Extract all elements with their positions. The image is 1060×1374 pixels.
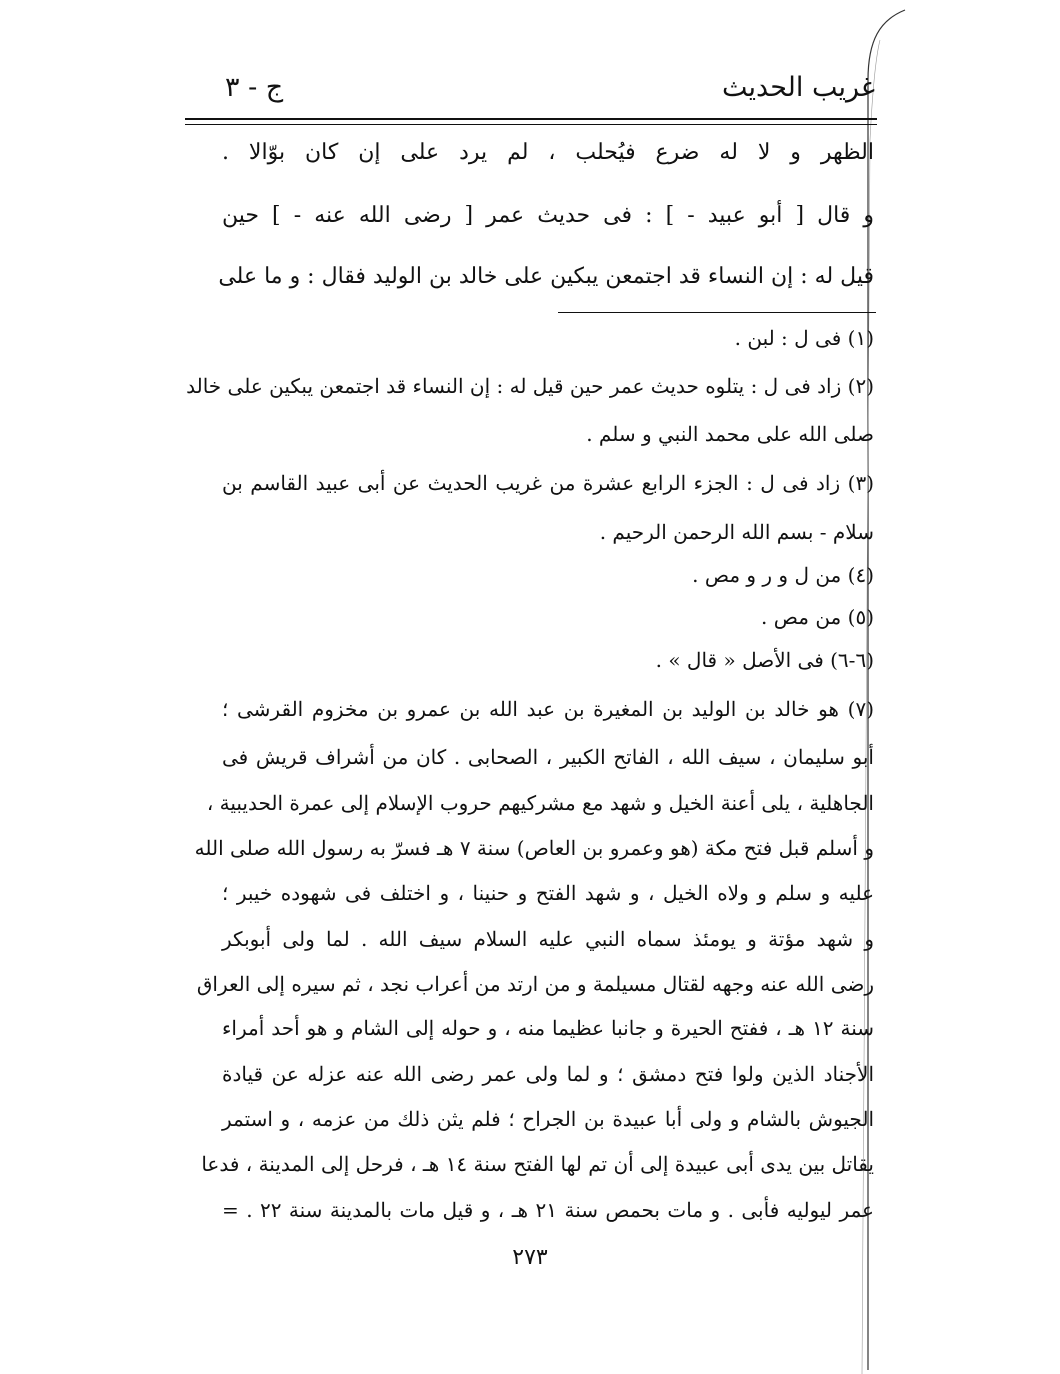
body-line-2: و قال [ أبو عبيد - ] : فى حديث عمر [ رضى الله عنه - ] حين	[222, 203, 874, 228]
header-rule-top	[185, 118, 877, 120]
footnote-7-line-9: الأجناد الذين ولوا فتح دمشق ؛ و لما ولى عمر رضى الله عنه عزله عن قيادة	[222, 1062, 874, 1086]
footnote-7-line-5: عليه و سلم و ولاه الخيل ، و شهد الفتح و حنينا ، و اختلف فى شهوده خيبر ؛	[222, 881, 874, 905]
volume-label: ج - ٣	[225, 72, 284, 103]
page-number: ٢٧٣	[512, 1245, 548, 1270]
footnote-7-line-12: عمر ليوليه فأبى . و مات بحمص سنة ٢١ هـ ، و قيل مات بالمدينة سنة ٢٢ . =	[222, 1198, 874, 1222]
body-line-3: قيل له : إن النساء قد اجتمعن يبكين على خالد بن الوليد فقال : و ما على	[218, 264, 874, 289]
footnote-7-line-7: رضى الله عنه وجهه لقتال مسيلمة و من ارتد من أعراب نجد ، ثم سيره إلى العراق	[196, 972, 874, 996]
page-header	[215, 72, 875, 112]
footnote-7-line-3: الجاهلية ، يلى أعنة الخيل و شهد مع مشركيهم حروب الإسلام إلى عمرة الحديبية ،	[206, 791, 874, 815]
footnote-1: (١) فى ل : لبن .	[734, 326, 874, 350]
footnote-7-line-4: و أسلم قبل فتح مكة (هو وعمرو بن العاص) سنة ٧ هـ فسرّ به رسول الله صلى الله	[194, 836, 874, 860]
footnote-7-line-10: الجيوش بالشام و ولى أبا عبيدة بن الجراح ؛ فلم يثن ذلك من عزمه ، و استمر	[222, 1107, 874, 1131]
footnote-7-line-2: أبو سليمان ، سيف الله ، الفاتح الكبير ، الصحابى . كان من أشراف قريش فى	[222, 745, 874, 769]
footnote-7-line-11: يقاتل بين يدى أبى عبيدة إلى أن تم لها الفتح سنة ١٤ هـ ، فرحل إلى المدينة ، فدعا	[201, 1152, 874, 1176]
running-title: غريب الحديث	[722, 72, 875, 103]
footnote-7-line-8: سنة ١٢ هـ ، ففتح الحيرة و جانبا عظيما منه ، و حوله إلى الشام و هو أحد أمراء	[222, 1016, 875, 1040]
footnote-3: (٣) زاد فى ل : الجزء الرابع عشرة من غريب الحديث عن أبى عبيد القاسم بن	[222, 471, 874, 495]
body-line-1: الظهر و لا له ضرع فيُحلب ، لم يرد على إن كان بوّالا .	[222, 140, 874, 165]
footnote-7: (٧) هو خالد بن الوليد بن المغيرة بن عبد الله بن عمرو بن مخزوم القرشى ؛	[222, 697, 874, 721]
footnote-7-line-6: و شهد مؤتة و يومئذ سماه النبي عليه السلام سيف الله . لما ولى أبوبكر	[222, 927, 874, 951]
footnote-5: (٥) من مص .	[761, 605, 874, 629]
footnote-3-cont: سلام - بسم الله الرحمن الرحيم .	[599, 520, 874, 544]
footnote-separator	[558, 312, 876, 313]
header-rule-bottom	[185, 124, 877, 125]
footnote-2-cont: صلى الله على محمد النبي و سلم .	[586, 422, 874, 446]
footnote-6: (٦-٦) فى الأصل « قال » .	[655, 648, 874, 672]
footnote-4: (٤) من ل و ر و مص .	[692, 563, 874, 587]
footnote-2: (٢) زاد فى ل : يتلوه حديث عمر حين قيل له : إن النساء قد اجتمعن يبكين على خالد	[186, 374, 874, 398]
